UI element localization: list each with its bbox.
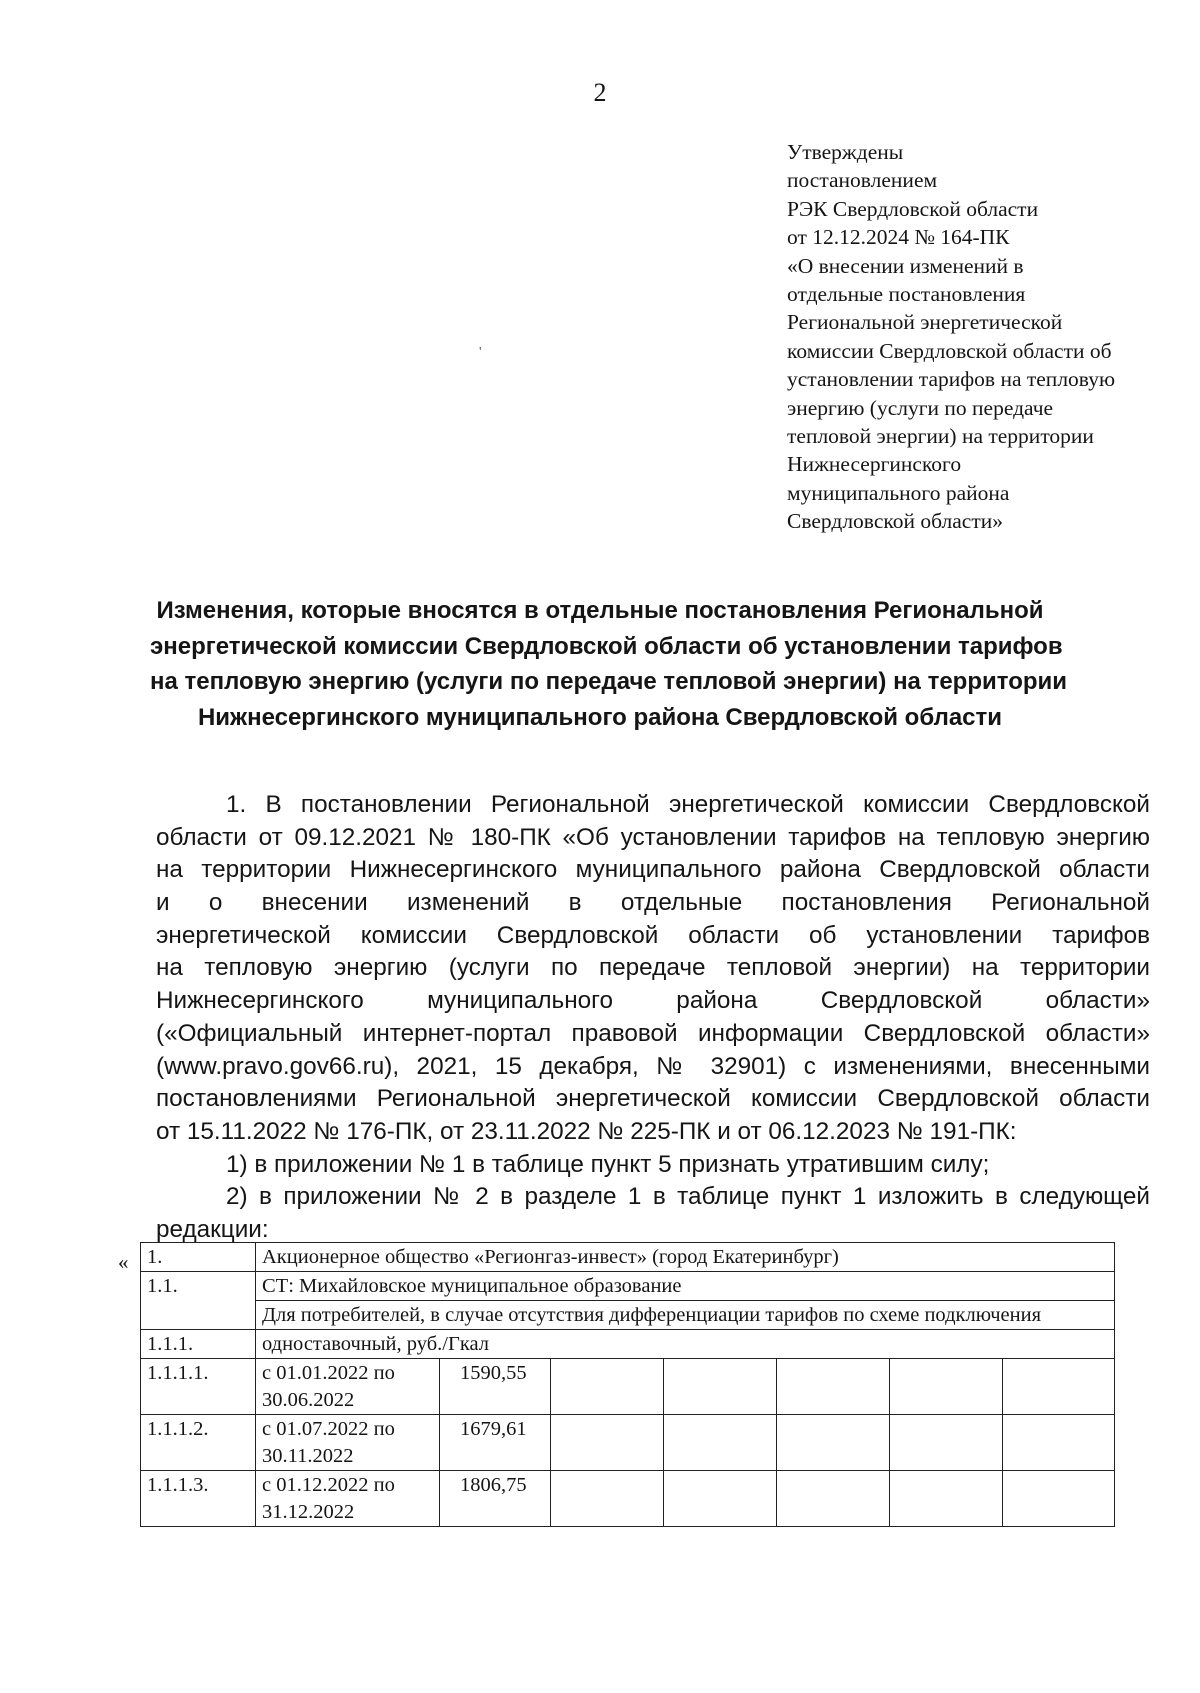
approval-line: энергию (услуги по передаче (787, 395, 1054, 420)
table-cell: 1679,61 (440, 1415, 551, 1471)
table-cell: 1.1.1.2. (141, 1415, 256, 1471)
table-cell: Акционерное общество «Регионгаз-инвест» (город Екатеринбург) (256, 1243, 1115, 1272)
table-cell: 1.1.1.1. (141, 1359, 256, 1415)
table-cell (256, 1415, 440, 1471)
table-cell: одноставочный, руб./Гкал (256, 1330, 1115, 1359)
opening-quote-mark: « (118, 1250, 129, 1274)
document-title (150, 593, 1068, 735)
empty-cell (890, 1415, 1003, 1471)
title-line: Изменения, которые вносятся в отдельные постановления Региональной (156, 597, 1044, 624)
empty-cell (1003, 1415, 1115, 1471)
body-line: («Официальный интернет-портал правовой информации Свердловской области» (156, 1019, 1150, 1047)
page-number: 2 (593, 78, 607, 107)
body-line: 2) в приложении № 2 в разделе 1 в таблице пункт 1 изложить в следующей (226, 1183, 1150, 1211)
table-row (141, 1471, 1115, 1527)
table-cell (256, 1471, 440, 1527)
title-line: на тепловую энергию (услуги по передаче тепловой энергии) на территории (150, 668, 1068, 695)
body-line: (www.pravo.gov66.ru), 2021, 15 декабря, № 32901) с изменениями, внесенными (156, 1052, 1150, 1080)
approval-line: тепловой энергии) на территории (787, 424, 1094, 449)
period-start: с 01.01.2022 по (262, 1362, 395, 1384)
body-line: от 15.11.2022 № 176-ПК, от 23.11.2022 № 225-ПК и от 06.12.2023 № 191-ПК: (156, 1117, 1017, 1145)
period-end: 31.12.2022 (262, 1501, 355, 1523)
approval-line: РЭК Свердловской области (787, 196, 1039, 221)
approval-line: установлении тарифов на тепловую (787, 367, 1116, 392)
table-cell: СТ: Михайловское муниципальное образование (256, 1272, 1115, 1301)
table-row (141, 1301, 1115, 1330)
margin-mark: ' (479, 345, 482, 360)
body-line: энергетической комиссии Свердловской области об установлении тарифов (156, 921, 1150, 949)
table-cell: 1.1. (141, 1272, 256, 1330)
period-start: с 01.07.2022 по (262, 1418, 395, 1440)
table-cell: Для потребителей, в случае отсутствия дифференциации тарифов по схеме подключения (256, 1301, 1115, 1330)
table-cell: 1590,55 (440, 1359, 551, 1415)
body-line: на тепловую энергию (услуги по передаче тепловой энергии) на территории (156, 954, 1150, 982)
empty-cell (551, 1471, 664, 1527)
empty-cell (664, 1359, 777, 1415)
table-cell: 1. (141, 1243, 256, 1272)
table-cell (256, 1359, 440, 1415)
period-end: 30.11.2022 (262, 1445, 354, 1467)
body-line: 1) в приложении № 1 в таблице пункт 5 признать утратившим силу; (226, 1150, 990, 1178)
table-row (141, 1243, 1115, 1272)
body-line: постановлениями Региональной энергетической комиссии Свердловской области (156, 1085, 1150, 1113)
empty-cell (664, 1415, 777, 1471)
table-row (141, 1272, 1115, 1301)
body-line: области от 09.12.2021 № 180-ПК «Об установлении тарифов на тепловую энергию (156, 823, 1150, 851)
approval-line: муниципального района (787, 480, 1010, 505)
approval-line: от 12.12.2024 № 164-ПК (787, 225, 1010, 250)
tariff-table (140, 1242, 1115, 1527)
empty-cell (777, 1415, 890, 1471)
title-line: Нижнесергинского муниципального района Свердловской области (197, 703, 1003, 731)
empty-cell (1003, 1359, 1115, 1415)
approval-line: комиссии Свердловской области об (787, 338, 1112, 363)
table-cell: 1806,75 (440, 1471, 551, 1527)
empty-cell (890, 1471, 1003, 1527)
approval-line: Нижнесергинского (787, 452, 962, 477)
approval-line: постановлением (787, 168, 938, 193)
approval-line: «О внесении изменений в (787, 253, 1024, 278)
table-row (141, 1330, 1115, 1359)
empty-cell (777, 1359, 890, 1415)
table-row (141, 1359, 1115, 1415)
period-start: с 01.12.2022 по (262, 1474, 395, 1496)
empty-cell (551, 1415, 664, 1471)
approval-line: Региональной энергетической (787, 310, 1063, 335)
empty-cell (890, 1359, 1003, 1415)
title-line: энергетической комиссии Свердловской области об установлении тарифов (150, 632, 1063, 660)
body-line: на территории Нижнесергинского муниципального района Свердловской области (156, 856, 1150, 884)
approval-line: Утверждены (787, 140, 904, 164)
document-body (156, 789, 1150, 1247)
body-line: и о внесении изменений в отдельные постановления Региональной (156, 889, 1150, 917)
table-cell: 1.1.1. (141, 1330, 256, 1359)
table-cell: 1.1.1.3. (141, 1471, 256, 1527)
empty-cell (664, 1471, 777, 1527)
empty-cell (777, 1471, 890, 1527)
empty-cell (1003, 1471, 1115, 1527)
empty-cell (551, 1359, 664, 1415)
body-line: 1. В постановлении Региональной энергетической комиссии Свердловской (226, 791, 1150, 818)
table-row (141, 1415, 1115, 1471)
body-line: Нижнесергинского муниципального района Свердловской области» (156, 987, 1150, 1015)
approval-line: отдельные постановления (787, 282, 1026, 307)
body-line: редакции: (156, 1215, 269, 1243)
approval-line: Свердловской области» (787, 509, 1003, 534)
approval-stamp-block (787, 138, 1167, 536)
period-end: 30.06.2022 (262, 1389, 355, 1411)
